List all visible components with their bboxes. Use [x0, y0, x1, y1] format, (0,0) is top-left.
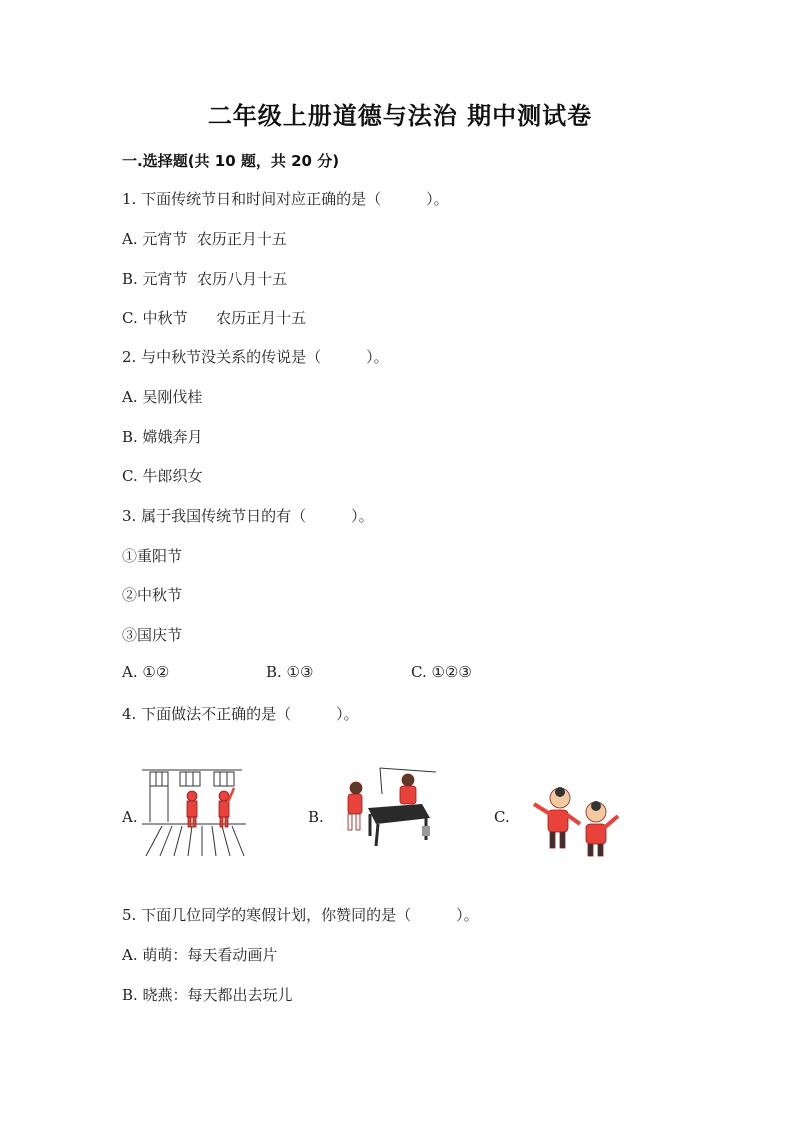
question-4-picture-b[interactable]	[330, 766, 438, 858]
section-heading: 一.选择题(共 10 题，共 20 分)	[122, 152, 340, 170]
question-3-item-3: ③国庆节	[122, 626, 183, 644]
question-2-option-c[interactable]: C. 牛郎织女	[122, 467, 203, 485]
question-3-item-1: ①重阳节	[122, 547, 183, 565]
question-4-picture-c[interactable]	[520, 770, 630, 860]
question-3-option-a[interactable]: A. ①②	[122, 663, 170, 681]
question-4-option-a-label[interactable]: A.	[122, 808, 138, 826]
question-3-stem: 3. 属于我国传统节日的有（ ）。	[122, 507, 374, 525]
question-1-option-a[interactable]: A. 元宵节 农历正月十五	[122, 230, 287, 248]
question-5-stem: 5. 下面几位同学的寒假计划，你赞同的是（ ）。	[122, 906, 479, 924]
question-3-item-2: ②中秋节	[122, 586, 183, 604]
question-4-stem: 4. 下面做法不正确的是（ ）。	[122, 705, 359, 723]
question-4-option-c-label[interactable]: C.	[494, 808, 510, 826]
question-1-stem: 1. 下面传统节日和时间对应正确的是（ ）。	[122, 190, 449, 208]
question-3-option-c[interactable]: C. ①②③	[411, 663, 472, 681]
page-title: 二年级上册道德与法治 期中测试卷	[207, 102, 593, 130]
question-1-option-c[interactable]: C. 中秋节 农历正月十五	[122, 309, 307, 327]
question-5-option-a[interactable]: A. 萌萌：每天看动画片	[122, 946, 278, 964]
question-4-option-b-label[interactable]: B.	[308, 808, 324, 826]
question-1-option-b[interactable]: B. 元宵节 农历八月十五	[122, 270, 288, 288]
question-2-stem: 2. 与中秋节没关系的传说是（ ）。	[122, 348, 389, 366]
question-4-picture-a[interactable]	[142, 766, 250, 858]
question-2-option-a[interactable]: A. 吴刚伐桂	[122, 388, 203, 406]
question-2-option-b[interactable]: B. 嫦娥奔月	[122, 428, 203, 446]
question-3-option-b[interactable]: B. ①③	[266, 663, 314, 681]
question-5-option-b[interactable]: B. 晓燕：每天都出去玩儿	[122, 986, 293, 1004]
